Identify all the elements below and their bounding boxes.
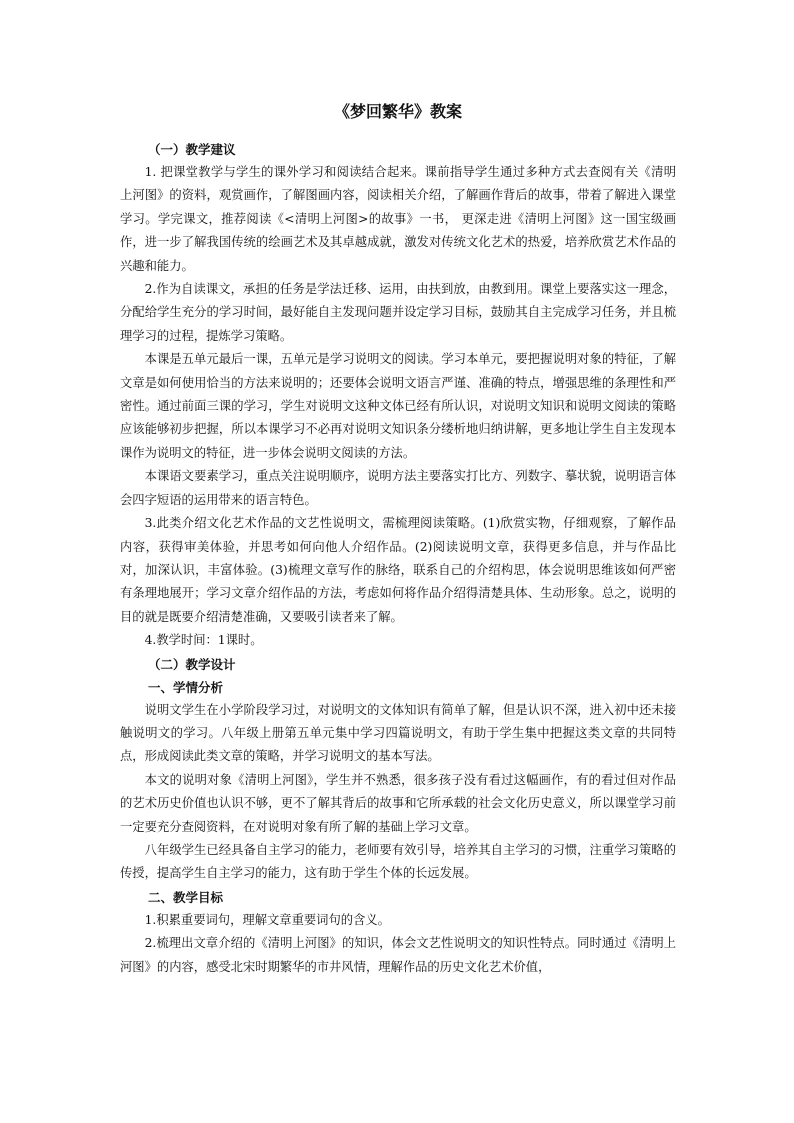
paragraph: 八年级学生已经具备自主学习的能力，老师要有效引导，培养其自主学习的习惯，注重学习策略的传授，提高学生自主学习的能力，这有助于学生个体的长远发展。 xyxy=(120,842,676,881)
subheading-learning-analysis: 一、学情分析 xyxy=(148,679,224,695)
paragraph: 3.此类介绍文化艺术作品的文艺性说明文，需梳理阅读策略。(1)欣赏实物，仔细观察，了解作品内容，获得审美体验，并思考如何向他人介绍作品。(2)阅读说明文章，获得更多信息，并与作品比对，加深认识，丰富体验。(3)梳理文章写作的脉络，联系自己的介绍构思，体会说明思维该如何严密有条理地展开；学习文章介绍作品的方法，考虑如何将作品介绍得清楚具体、生动形象。总之，说明的目的就是既要介绍清楚准确，又要吸引读者来了解。 xyxy=(120,516,676,624)
paragraph: 本课是五单元最后一课，五单元是学习说明文的阅读。学习本单元，要把握说明对象的特征，了解文章是如何使用恰当的方法来说明的；还要体会说明文语言严谨、准确的特点，增强思维的条理性和严密性。通过前面三课的学习，学生对说明文这种文体已经有所认识，对说明文知识和说明文阅读的策略应该能够初步把握，所以本课学习不必再对说明文知识条分缕析地归纳讲解，更多地让学生自主发现本课作为说明文的特征，进一步体会说明文阅读的方法。 xyxy=(120,352,676,460)
paragraph: 说明文学生在小学阶段学习过，对说明文的文体知识有简单了解，但是认识不深，进入初中还未接触说明文的学习。八年级上册第五单元集中学习四篇说明文，有助于学生集中把握这类文章的共同特点，形成阅读此类文章的策略，并学习说明文的基本写法。 xyxy=(120,702,676,764)
paragraph: 4.教学时间：1课时。 xyxy=(144,633,263,648)
document-title: 《梦回繁华》教案 xyxy=(333,102,462,121)
paragraph: 本文的说明对象《清明上河图》，学生并不熟悉，很多孩子没有看过这幅画作，有的看过但对作品的艺术历史价值也认识不够，更不了解其背后的故事和它所承载的社会文化历史意义，所以课堂学习前一定要充分查阅资料，在对说明对象有所了解的基础上学习文章。 xyxy=(120,772,676,834)
paragraph: 2.作为自读课文，承担的任务是学法迁移、运用，由扶到放，由教到用。课堂上要落实这一理念，分配给学生充分的学习时间，最好能自主发现问题并设定学习目标，鼓励其自主完成学习任务，并且梳理学习的过程，提炼学习策略。 xyxy=(120,282,676,343)
section-heading-teaching-suggestions: （一）教学建议 xyxy=(148,142,236,157)
document-page xyxy=(120,100,676,979)
subheading-teaching-goals: 二、教学目标 xyxy=(148,889,224,905)
paragraph: 本课语文要素学习，重点关注说明顺序，说明方法主要落实打比方、列数字、摹状貌，说明语言体会四字短语的运用带来的语言特色。 xyxy=(120,469,676,507)
paragraph: 1.积累重要词句，理解文章重要词句的含义。 xyxy=(144,912,390,927)
paragraph: 2.梳理出文章介绍的《清明上河图》的知识，体会文艺性说明文的知识性特点。同时通过《清明上河图》的内容，感受北宋时期繁华的市井风情，理解作品的历史文化艺术价值， xyxy=(120,936,676,974)
paragraph: 1. 把课堂教学与学生的课外学习和阅读结合起来。课前指导学生通过多种方式去查阅有关《清明上河图》的资料，观赏画作，了解图画内容，阅读相关介绍，了解画作背后的故事，带着了解进入课堂学习。学完课文，推荐阅读《<清明上河图>的故事》一书， 更深走进《清明上河图》这一国宝级画作，进一步了解我国传统的绘画艺术及其卓越成就，激发对传统文化艺术的热爱，培养欣赏艺术作品的兴趣和能力。 xyxy=(120,165,676,273)
section-heading-teaching-design: （二）教学设计 xyxy=(148,656,236,672)
